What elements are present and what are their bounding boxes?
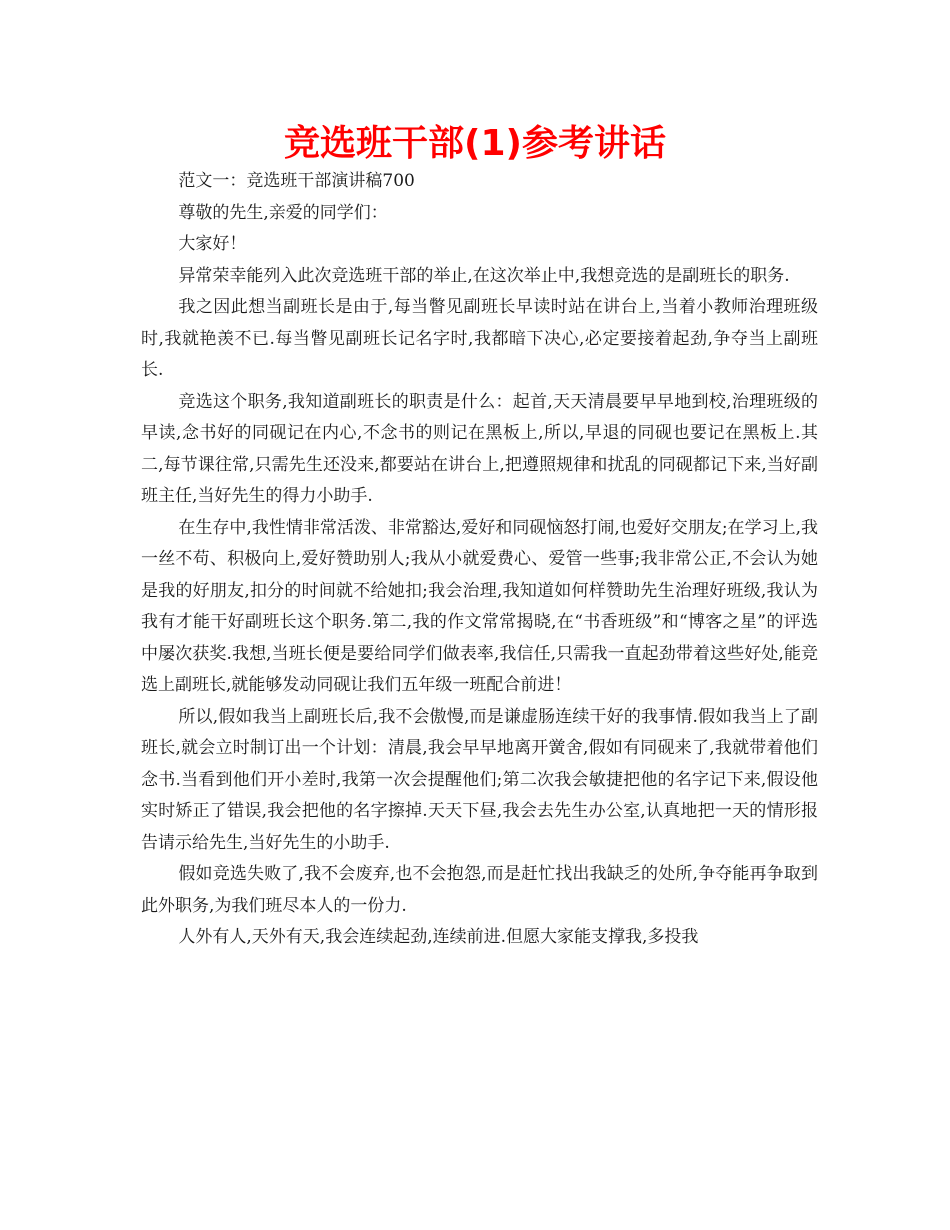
document-title: 竞选班干部(1)参考讲话 <box>284 123 666 164</box>
paragraph-last: 人外有人,天外有天,我会连续起劲,连续前进.但愿大家能支撑我,多投我 <box>178 927 699 947</box>
paragraph: 假如竞选失败了,我不会废弃,也不会抱怨,而是赶忙找出我缺乏的处所,争夺能再争取到此外职务,为我们班尽本人的一份力. <box>141 864 818 916</box>
paragraph: 我之因此想当副班长是由于,每当瞥见副班长早读时站在讲台上,当着小教师治理班级时,我就艳羡不已.每当瞥见副班长记名字时,我都暗下决心,必定要接着起劲,争夺当上副班长. <box>141 297 818 380</box>
paragraph-subtitle: 范文一：竞选班干部演讲稿700 <box>178 171 415 191</box>
paragraph: 异常荣幸能列入此次竞选班干部的举止,在这次举止中,我想竞选的是副班长的职务. <box>178 265 790 286</box>
paragraph: 在生存中,我性情非常活泼、非常豁达,爱好和同砚恼怒打闹,也爱好交朋友;在学习上,我一丝不苟、积极向上,爱好赞助别人;我从小就爱费心、爱管一些事;我非常公正,不会认为她是我的好朋友,扣分的时间就不给她扣;我会治理,我知道如何样赞助先生治理好班级,我认为我有才能干好副班长这个职务.第二,我的作文常常揭晓,在“书香班级”和“博客之星”的评选中屡次获奖.我想,当班长便是要给同学们做表率,我信任,只需我一直起劲带着这些好处,能竞选上副班长,就能够发动同砚让我们五年级一班配合前进！ <box>141 517 818 695</box>
paragraph-greeting: 大家好！ <box>178 234 247 254</box>
document-body <box>141 166 818 954</box>
paragraph: 竞选这个职务,我知道副班长的职责是什么：起首,天天清晨要早早地到校,治理班级的早读,念书好的同砚记在内心,不念书的则记在黑板上,所以,早退的同砚也要记在黑板上.其二,每节课往常,只需先生还没来,都要站在讲台上,把遵照规律和扰乱的同砚都记下来,当好副班主任,当好先生的得力小助手. <box>141 391 818 506</box>
paragraph: 所以,假如我当上副班长后,我不会傲慢,而是谦虚肠连续干好的我事情.假如我当上了副班长,就会立时制订出一个计划：清晨,我会早早地离开黉舍,假如有同砚来了,我就带着他们念书.当看到他们开小差时,我第一次会提醒他们;第二次我会敏捷把他的名字记下来,假设他实时矫正了错误,我会把他的名字擦掉.天天下昼,我会去先生办公室,认真地把一天的情形报告请示给先生,当好先生的小助手. <box>141 706 818 853</box>
paragraph-salutation: 尊敬的先生,亲爱的同学们： <box>178 202 388 223</box>
